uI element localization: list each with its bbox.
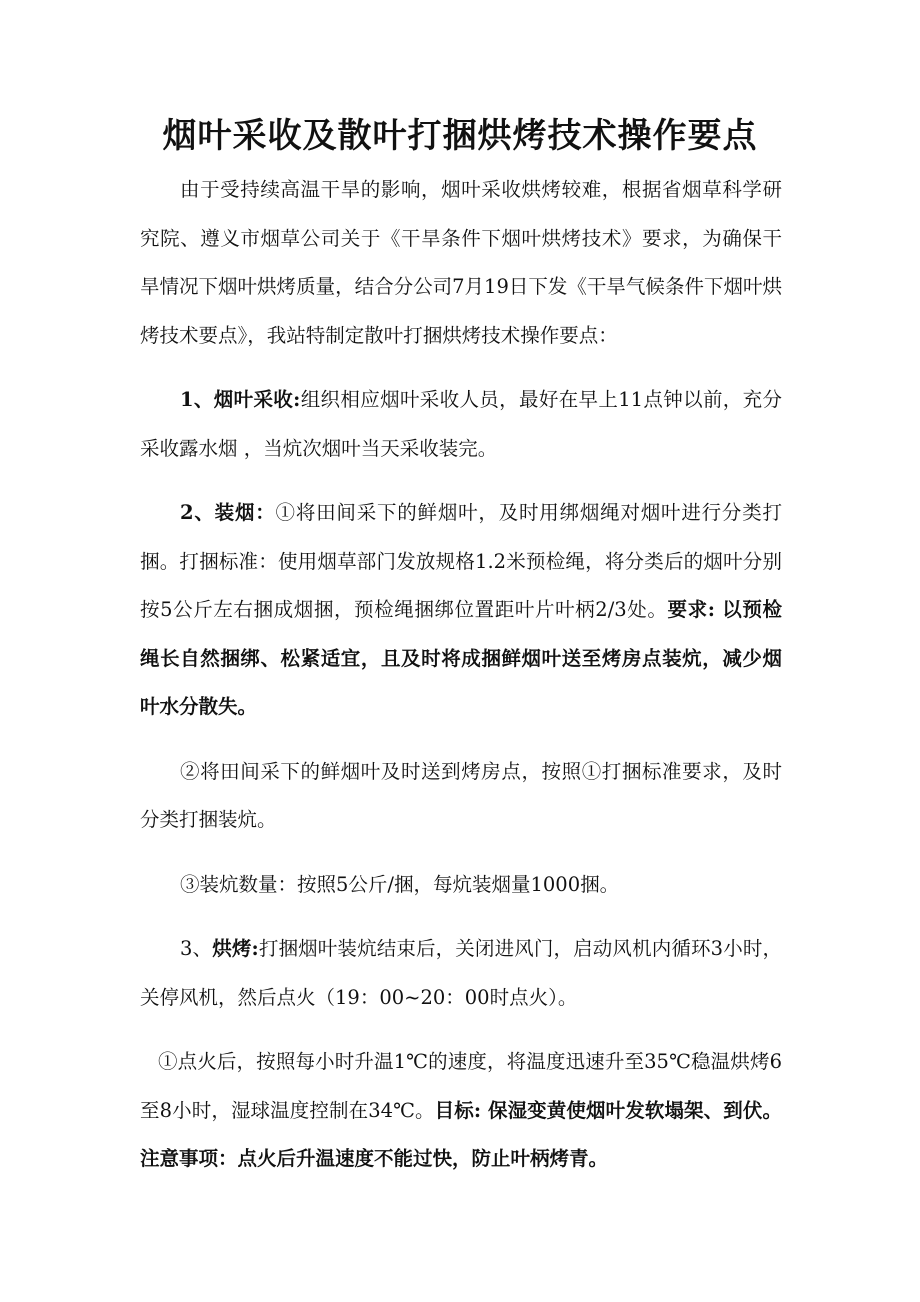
section-2-requirement: 要求: 以预检绳长自然捆绑、松紧适宜，且及时将成捆鲜烟叶送至烤房点装炕，减少烟叶水分散失。 [140, 598, 782, 718]
section-1-heading: 1、烟叶采收: [180, 388, 301, 411]
section-3-number: 3、 [180, 937, 213, 960]
document-body [140, 166, 782, 1184]
intro-paragraph: 由于受持续高温干旱的影响，烟叶采收烘烤较难，根据省烟草科学研究院、遵义市烟草公司关于《干旱条件下烟叶烘烤技术》要求，为确保干旱情况下烟叶烘烤质量，结合分公司7月19日下发《干旱气候条件下烟叶烘烤技术要点》，我站特制定散叶打捆烘烤技术操作要点： [140, 178, 782, 347]
section-3-item-1-text: ①点火后，按照每小时升温1℃的速度，将温度迅速升至35℃稳温烘烤6至8小时，湿球温度控制在34℃。 [140, 1050, 782, 1122]
section-1-paragraph [140, 376, 782, 473]
section-2-heading: 2、装烟： [180, 501, 276, 524]
section-3-paragraph [140, 925, 782, 1022]
section-2-paragraph [140, 489, 782, 732]
section-2-item-3: ③装炕数量：按照5公斤/捆，每炕装烟量1000捆。 [180, 872, 620, 896]
document-title: 烟叶采收及散叶打捆烘烤技术操作要点 [162, 116, 758, 156]
section-3-item-1 [140, 1038, 782, 1184]
section-2-item-2: ②将田间采下的鲜烟叶及时送到烤房点，按照①打捆标准要求，及时分类打捆装炕。 [140, 759, 782, 831]
section-1-text: 组织相应烟叶采收人员，最好在早上11点钟以前，充分采收露水烟 ，当炕次烟叶当天采收装完。 [140, 388, 782, 460]
section-2-text: ①将田间采下的鲜烟叶，及时用绑烟绳对烟叶进行分类打捆。打捆标准：使用烟草部门发放规格1.2米预检绳，将分类后的烟叶分别按5公斤左右捆成烟捆，预检绳捆绑位置距叶片叶柄2/3处。 [140, 501, 782, 621]
section-3-heading: 烘烤: [212, 937, 259, 960]
section-3-text: 打捆烟叶装炕结束后，关闭进风门，启动风机内循环3小时，关停风机，然后点火（19：00~20：00时点火）。 [140, 937, 782, 1009]
section-3-goal: 目标: 保湿变黄使烟叶发软塌架、到伏。注意事项：点火后升温速度不能过快，防止叶柄烤青。 [140, 1098, 782, 1170]
